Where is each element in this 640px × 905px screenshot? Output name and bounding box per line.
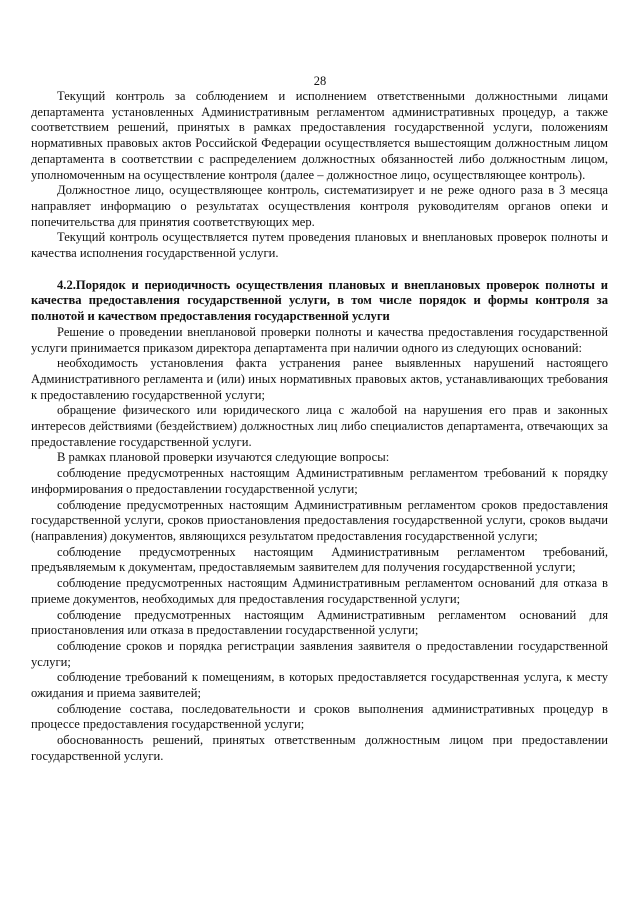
paragraph-scheduled-check: В рамках плановой проверки изучаются следующие вопросы: (57, 450, 390, 465)
paragraph-ground-complaint: обращение физического или юридического лица с жалобой на нарушения его прав и законных интересов действиями (бездействием) должностных лиц либо специалистов департамента, отвечающих за предоставление государственной услуги. (31, 403, 608, 449)
paragraph-item-suspension: соблюдение предусмотренных настоящим Административным регламентом оснований для приостановления или отказа в предоставлении государственной услуги; (31, 607, 608, 638)
paragraph-item-documents: соблюдение предусмотренных настоящим Административным регламентом требований, предъявляемым к документам, предоставляемым заявителем для получения государственной услуги; (31, 544, 608, 575)
page-content (31, 89, 608, 765)
paragraph-current-control: Текущий контроль за соблюдением и исполнением ответственными должностными лицами департамента установленных Административным регламентом административных процедур, а также соответствием решений, принятых в рамках предоставления государственной услуги, положениям нормативных правовых актов Российской Федерации осуществляется вышестоящим должностным лицом департамента в соответствии с распределением должностных обязанностей либо должностным лицом, уполномоченным на осуществление контроля (далее – должностное лицо, осуществляющее контроль). (31, 89, 608, 182)
paragraph-control-official: Должностное лицо, осуществляющее контроль, систематизирует и не реже одного раза в 3 месяца направляет информацию о результатах осуществления контроля руководителям органов опеки и попечительства для принятия соответствующих мер. (31, 183, 608, 229)
paragraph-item-premises: соблюдение требований к помещениям, в которых предоставляется государственная услуга, к месту ожидания и приема заявителей; (31, 670, 608, 701)
paragraph-item-decisions: обоснованность решений, принятых ответственным должностным лицом при предоставлении государственной услуги. (31, 733, 608, 763)
section-spacer (31, 262, 608, 278)
paragraph-item-terms: соблюдение предусмотренных настоящим Административным регламентом сроков предоставления государственной услуги, сроков приостановления предоставления государственной услуги, сроков выдачи (направления) документов, являющихся результатом предоставления государственной услуги; (31, 497, 608, 543)
paragraph-item-informing: соблюдение предусмотренных настоящим Административным регламентом требований к порядку информирования о предоставлении государственной услуги; (31, 466, 608, 496)
section-heading: 4.2.Порядок и периодичность осуществления плановых и внеплановых проверок полноты и качества предоставления государственной услуги, в том числе порядок и формы контроля за полнотой и качеством предоставления государственной услуги (31, 277, 608, 324)
paragraph-ground-violations: необходимость установления факта устранения ранее выявленных нарушений настоящего Административного регламента и (или) иных нормативных правовых актов, устанавливающих требования к предоставлению государственной услуги; (31, 356, 608, 402)
page-number: 28 (313, 74, 327, 88)
paragraph-unscheduled-check: Решение о проведении внеплановой проверки полноты и качества предоставления государственной услуги принимается приказом директора департамента при наличии одного из следующих оснований: (31, 324, 608, 355)
paragraph-control-checks: Текущий контроль осуществляется путем проведения плановых и внеплановых проверок полноты и качества исполнения государственной услуги. (31, 230, 608, 261)
paragraph-item-refusal-documents: соблюдение предусмотренных настоящим Административным регламентом оснований для отказа в приеме документов, необходимых для предоставления государственной услуги; (31, 576, 608, 606)
paragraph-item-registration: соблюдение сроков и порядка регистрации заявления заявителя о предоставлении государственной услуги; (31, 638, 608, 669)
paragraph-item-procedures: соблюдение состава, последовательности и сроков выполнения административных процедур в процессе предоставления государственной услуги; (31, 701, 608, 732)
